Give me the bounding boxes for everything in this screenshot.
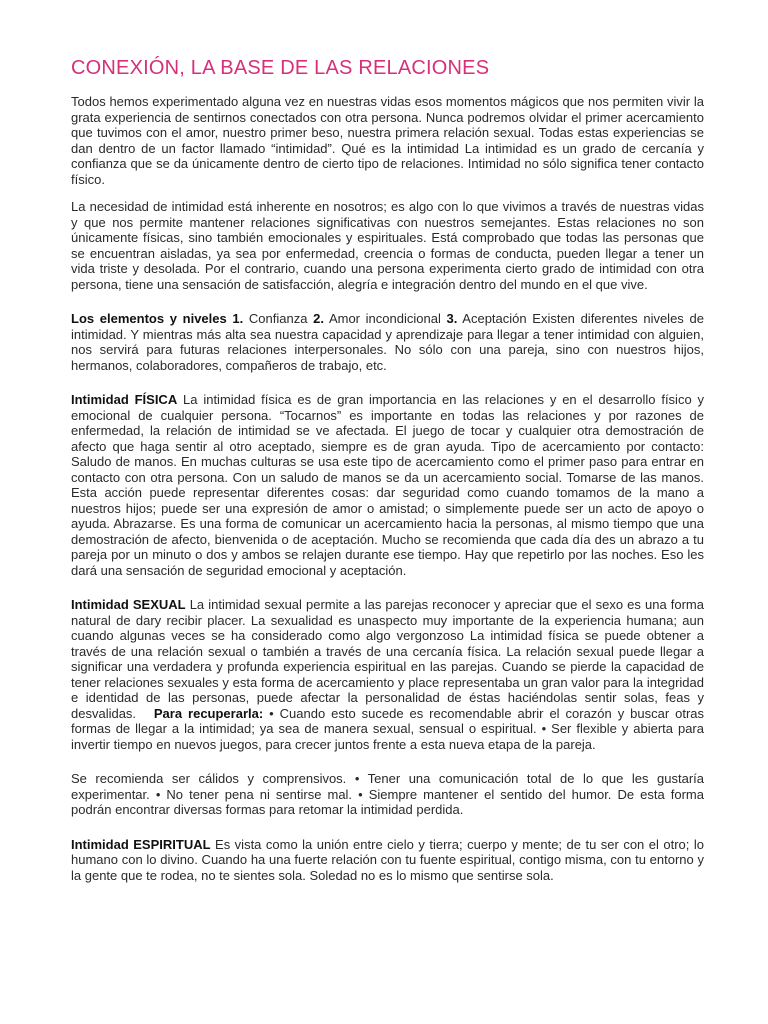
paragraph-physical-intimacy [71, 392, 704, 578]
paragraph-elements-levels [71, 311, 704, 373]
subheading-recover: Para recuperarla: [153, 705, 264, 721]
paragraph-need-for-intimacy: La necesidad de intimidad está inherente en nosotros; es algo con lo que vivimos a través de nuestras vidas y que nos permite mantener relaciones significativas con nuestros semejantes. Estas relaciones no son únicamente físicas, sino también emocionales y espirituales. Está comprobado que todas las personas que se encuentran aisladas, ya sea por enfermedad, creencia o formas de conducta, pueden llegar a tener un vida triste y desolada. Por el contrario, cuando una persona experimenta cierto grado de intimidad con otra persona, tiene una sensación de satisfacción, alegría e integración dentro del mundo en el que vive. [71, 199, 704, 292]
paragraph-sexual-intimacy [71, 597, 704, 752]
spiritual-text: Es vista como la unión entre cielo y tierra; cuerpo y mente; de tu ser con el otro; lo humano con lo divino. Cuando ha una fuerte relación con tu fuente espiritual, contigo misma, con tu entorno y la gente que te rodea, no te sientes sola. Soledad no es lo mismo que sentirse sola. [71, 836, 704, 883]
level-number-3: 3. [446, 311, 458, 326]
elements-text: Aceptación Existen diferentes niveles de intimidad. Y mientras más alta sea nuestra capacidad y aprendizaje para llegar a tener intimidad con alguien, nos servirá para futuras relaciones interpersonales. No sólo con una pareja, sino con nuestros hijos, hermanos, colaboradores, compañeros de trabajo, etc. [71, 311, 704, 373]
recover-text: • Cuando esto sucede es recomendable abrir el corazón y buscar otras formas de llegar a la intimidad; ya sea de manera sexual, sensual o espiritual. • Ser flexible y abierta para invertir tiempo en nuevos juegos, para crecer juntos frente a esta nueva etapa de la pareja. [71, 705, 705, 752]
level-label-2: Amor incondicional [328, 311, 441, 326]
page-title: CONEXIÓN, LA BASE DE LAS RELACIONES [71, 57, 490, 79]
sexual-text: La intimidad sexual permite a las parejas reconocer y apreciar que el sexo es una forma natural de dary recibir placer. La sexualidad es unaspecto muy importante de la experiencia humana; aun cuando algunas veces se ha considerado como algo vergonzoso La intimidad física se puede obtener a través de una relación sexual o también a través de una cercanía física. La relación sexual puede llegar a significar una verdadera y profunda experiencia espiritual en las parejas. Cuando se pierde la capacidad de tener relaciones sexuales y esta forma de acercamiento y place representaba un gran valor para la integridad e identidad de las personas, puede afectar la personalidad de éstas haciéndolas sentir solas, feas y desvalidas. [71, 597, 704, 721]
paragraph-spiritual-intimacy [71, 837, 704, 884]
section-heading-spiritual: Intimidad ESPIRITUAL [71, 836, 211, 852]
paragraph-recommendations: Se recomienda ser cálidos y comprensivos. • Tener una comunicación total de lo que les gustaría experimentar. • No tener pena ni sentirse mal. • Siempre mantener el sentido del humor. De esta forma podrán encontrar diversas formas para retomar la intimidad perdida. [71, 771, 704, 817]
section-heading-sexual: Intimidad SEXUAL [71, 597, 186, 612]
level-label-1: Confianza [248, 311, 308, 326]
level-number-2: 2. [313, 311, 324, 326]
section-heading-physical: Intimidad FÍSICA [71, 392, 178, 407]
section-heading-elements: Los elementos y niveles [71, 311, 227, 326]
document-content [71, 54, 704, 883]
physical-text: La intimidad física es de gran importancia en las relaciones y en el desarrollo físico y emocional de cualquier persona. “Tocarnos” es importante en todas las relaciones y por razones de enfermedad, la relación de intimidad se ve afectada. El juego de tocar y cualquier otra demostración de afecto que haga sentir al otro aceptado, siempre es de gran ayuda. Tipo de acercamiento por contacto: Saludo de manos. En muchas culturas se usa este tipo de acercamiento como el primer paso para entrar en contacto con otra persona. Con un saludo de manos se da un acercamiento social. Tomarse de las manos. Esta acción puede representar diferentes cosas: dar seguridad como cuando tomamos de la mano a nuestros hijos; puede ser una expresión de amor o amistad; o simplemente puede ser un acto de apoyo o ayuda. Abrazarse. Es una forma de comunicar un acercamiento hacia la personas, al mismo tiempo que una demostración de afecto, bienvenida o de aceptación. Mucho se recomienda que cada día des un abrazo a tu pareja por un minuto o dos y ambos se relajen durante ese tiempo. Hay que repetirlo por las noches. Eso les dará una sensación de seguridad emocional y aceptación. [71, 392, 704, 578]
level-number-1: 1. [232, 311, 244, 326]
paragraph-intro: Todos hemos experimentado alguna vez en nuestras vidas esos momentos mágicos que nos permiten vivir la grata experiencia de sentirnos conectados con otra persona. Nunca podremos olvidar el primer acercamiento que tuvimos con el amor, nuestro primer beso, nuestra primera relación sexual. Todas estas experiencias se dan dentro de un factor llamado “intimidad”. Qué es la intimidad La intimidad es un grado de cercanía y confianza que se da únicamente dentro de cierto tipo de relaciones. Intimidad no sólo significa tener contacto físico. [71, 94, 704, 187]
